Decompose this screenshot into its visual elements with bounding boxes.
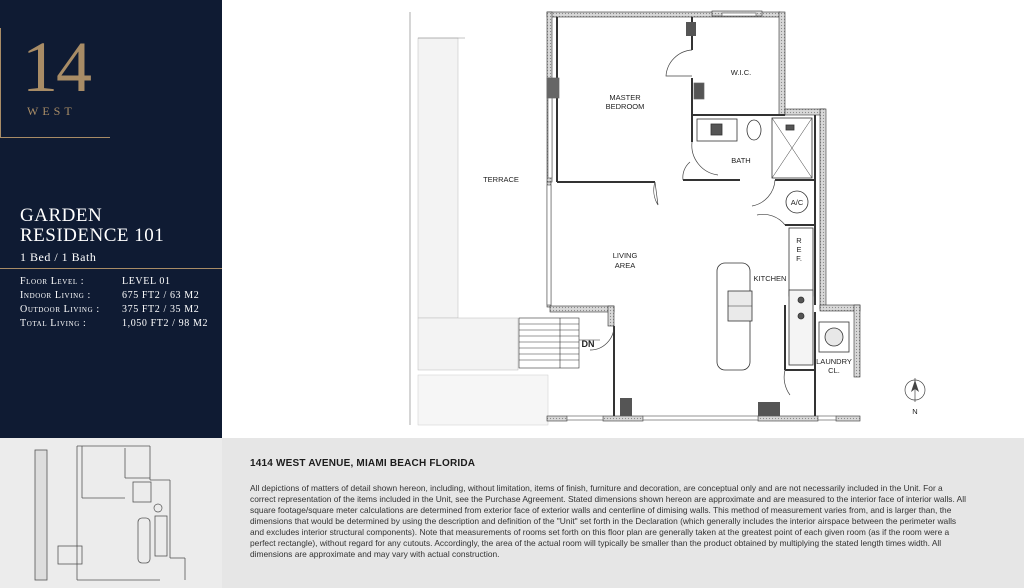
brand-logo <box>0 0 112 140</box>
logo-subtitle: WEST <box>27 104 76 118</box>
key-plan-thumbnail <box>0 438 222 588</box>
bath-fixtures <box>697 118 812 178</box>
spec-label: Floor Level : <box>20 276 85 287</box>
unit-sidebar <box>0 0 222 438</box>
unit-specs <box>20 276 220 332</box>
room-label-terrace: TERRACE <box>483 175 519 184</box>
logo-frame-vertical <box>0 28 1 138</box>
room-label-ref-e: E <box>796 245 802 254</box>
spec-label: Total Living : <box>20 318 87 329</box>
room-label-ac: A/C <box>790 198 804 207</box>
spec-row <box>20 318 220 332</box>
unit-title-line2: RESIDENCE 101 <box>20 225 165 246</box>
unit-title-line1: GARDEN <box>20 205 103 226</box>
room-label-master-2: BEDROOM <box>605 102 645 111</box>
spec-row <box>20 304 220 318</box>
spec-row <box>20 290 220 304</box>
spec-value: 675 FT2 / 63 M2 <box>122 290 200 301</box>
spec-value: LEVEL 01 <box>122 276 171 287</box>
columns <box>620 22 780 416</box>
room-label-living: LIVING <box>612 251 638 260</box>
room-label-kitchen: KITCHEN <box>753 274 787 283</box>
property-address: 1414 WEST AVENUE, MIAMI BEACH FLORIDA <box>250 458 476 469</box>
room-label-ref-f: F. <box>796 254 802 263</box>
spec-value: 375 FT2 / 35 M2 <box>122 304 200 315</box>
kitchen-fixtures <box>717 228 849 370</box>
room-label-laundry: LAUNDRY <box>816 357 852 366</box>
spec-value: 1,050 FT2 / 98 M2 <box>122 318 209 329</box>
room-label-bath: BATH <box>731 156 751 165</box>
legal-disclaimer: All depictions of matters of detail shown hereon, including, without limitation, items of finish, furniture and decoration, are conceptual only and are not necessarily included in the Unit. For a correct representation of the items included in the Unit, see the Purchase Agreement. Stated dimensions shown hereon are approximate and are measured to the interior face of interior walls. All square footage/square meter calculations are determined from exterior face of exterior walls and centerline of dimising walls. This method of measurement varies from, and is larger than, the dimensions that would be determined by using the description and definition of the "Unit" set forth in the Declaration (which generally includes the interior airspace between the perimeter walls and excludes interior structural components). Note that measurements of rooms set forth on this floor plan are generally taken at the greatest point of each given room (as if the room were a perfect rectangle), without regard for any cutouts. Accordingly, the area of the actual room will typically be smaller than the product obtained by multiplying the stated length times width. All dimensions are approximate and may vary with actual construction. <box>250 483 966 559</box>
north-label: N <box>912 407 918 416</box>
unit-bed-bath: 1 Bed / 1 Bath <box>20 250 97 264</box>
logo-number: 14 <box>22 27 90 107</box>
room-label-ref-r: R <box>796 236 802 245</box>
spec-row <box>20 276 220 290</box>
floor-plan <box>222 0 1024 438</box>
room-label-master: MASTER <box>609 93 641 102</box>
spec-label: Indoor Living : <box>20 290 91 301</box>
room-label-wic: W.I.C. <box>730 68 752 77</box>
room-label-living-2: AREA <box>614 261 636 270</box>
room-label-laundry-2: CL. <box>828 366 840 375</box>
stairs-dn-label: DN <box>581 339 595 349</box>
logo-frame-horizontal <box>0 137 110 138</box>
sidebar-divider <box>0 268 222 269</box>
spec-label: Outdoor Living : <box>20 304 100 315</box>
interior-walls <box>557 17 815 416</box>
unit-title <box>20 206 164 246</box>
footer-panel <box>0 438 1024 588</box>
north-arrow-icon <box>905 378 925 416</box>
